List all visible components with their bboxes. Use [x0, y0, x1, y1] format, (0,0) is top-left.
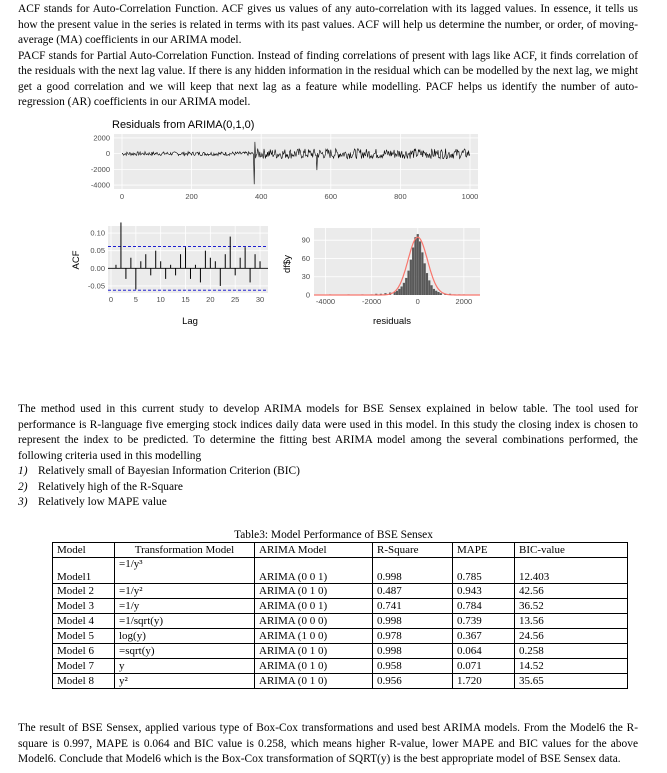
- cell-model: Model 5: [53, 629, 115, 644]
- criteria-text: Relatively low MAPE value: [38, 496, 167, 508]
- cell-arima: ARIMA (0 1 0): [255, 659, 373, 674]
- cell-transformation: =1/y³: [115, 558, 255, 584]
- histogram-bar: [417, 234, 419, 295]
- acf-y-tick: -0.05: [87, 281, 105, 291]
- cell-bic: 12.403: [515, 558, 628, 584]
- cell-transformation: =1/y²: [115, 584, 255, 599]
- table-caption: Table3: Model Performance of BSE Sensex: [234, 529, 433, 541]
- histogram-bar: [440, 293, 442, 295]
- cell-model: Model 6: [53, 644, 115, 659]
- acf-y-label: ACF: [71, 250, 82, 270]
- cell-arima: ARIMA (0 0 1): [255, 599, 373, 614]
- method-paragraph: The method used in this current study to develop ARIMA models for BSE Sensex explained in below table. The tool used for performance is R-language five emerging stock indices daily data were used in this model. In this study the closing index is chosen to represent the index to be predicted. To determine the fitting best ARIMA model among the several combinations performed, the following criteria used in this modelling: [18, 403, 638, 462]
- acf-x-tick: 30: [255, 295, 265, 304]
- criteria-item: [18, 464, 300, 480]
- histogram-bar: [398, 289, 400, 295]
- residual-x-tick: 1000: [461, 192, 479, 201]
- cell-transformation: log(y): [115, 629, 255, 644]
- histogram-y-tick: 90: [301, 235, 310, 245]
- criteria-text: Relatively small of Bayesian Information Criterion (BIC): [38, 465, 300, 477]
- histogram-y-tick: 0: [305, 290, 310, 300]
- table-header-row: [53, 543, 628, 558]
- cell-transformation: y: [115, 659, 255, 674]
- cell-bic: 35.65: [515, 674, 628, 689]
- criteria-item: [18, 480, 300, 496]
- acf-y-tick: 0.00: [90, 263, 105, 273]
- model-performance-table: [52, 542, 628, 689]
- acf-text: ACF stands for Auto-Correlation Function. ACF gives us values of any auto-correlation with its lagged values. In essence, it tells us how the present value in the series is related in terms with its past values. ACF will help us determine the number, or order, of moving-average (MA) coefficients in our ARIMA model.: [18, 3, 638, 46]
- histogram-x-tick: -4000: [315, 297, 336, 306]
- cell-transformation: =1/sqrt(y): [115, 614, 255, 629]
- histogram-bar: [401, 286, 403, 295]
- cell-mape: 0.739: [453, 614, 515, 629]
- acf-x-tick: 15: [181, 295, 190, 304]
- histogram-plot: [282, 228, 480, 327]
- histogram-y-tick: 60: [301, 253, 310, 263]
- criteria-list: [18, 464, 300, 511]
- histogram-bar: [407, 271, 409, 295]
- table-row: [53, 644, 628, 659]
- histogram-panel: [314, 228, 480, 295]
- residual-diagnostics-figure: [71, 114, 480, 329]
- cell-arima: ARIMA (0 1 0): [255, 584, 373, 599]
- cell-transformation: y²: [115, 674, 255, 689]
- cell-bic: 14.52: [515, 659, 628, 674]
- acf-y-tick: 0.10: [90, 228, 105, 238]
- table-row: [53, 659, 628, 674]
- cell-arima: ARIMA (1 0 0): [255, 629, 373, 644]
- cell-arima: ARIMA (0 0 1): [255, 558, 373, 584]
- cell-rsquare: 0.487: [373, 584, 453, 599]
- cell-model: Model 2: [53, 584, 115, 599]
- residual-y-tick: -2000: [90, 164, 110, 174]
- cell-model: Model 4: [53, 614, 115, 629]
- histogram-y-tick: 30: [301, 272, 310, 282]
- residual-x-tick: 200: [185, 192, 198, 201]
- cell-bic: 0.258: [515, 644, 628, 659]
- cell-transformation: =1/y: [115, 599, 255, 614]
- residual-panel: [114, 134, 478, 189]
- histogram-bar: [428, 280, 430, 295]
- header-rsquare: R-Square: [373, 543, 453, 558]
- histogram-x-label: residuals: [372, 316, 412, 327]
- acf-paragraph: [18, 2, 638, 111]
- acf-x-tick: 25: [231, 295, 240, 304]
- residual-plot: [91, 133, 479, 201]
- acf-y-tick: 0.05: [90, 246, 105, 256]
- cell-rsquare: 0.958: [373, 659, 453, 674]
- cell-rsquare: 0.978: [373, 629, 453, 644]
- header-arima: ARIMA Model: [255, 543, 373, 558]
- histogram-bar: [424, 263, 426, 295]
- residual-y-tick: 2000: [93, 133, 110, 143]
- histogram-x-tick: -2000: [362, 297, 382, 306]
- histogram-bar: [412, 247, 414, 295]
- header-transformation: Transformation Model: [115, 543, 255, 558]
- acf-x-tick: 0: [108, 295, 114, 304]
- histogram-bar: [410, 260, 412, 295]
- table-row: [53, 629, 628, 644]
- cell-mape: 0.784: [453, 599, 515, 614]
- criteria-number: 3): [18, 496, 28, 508]
- cell-bic: 42.56: [515, 584, 628, 599]
- histogram-x-tick: 0: [415, 297, 420, 306]
- cell-bic: 13.56: [515, 614, 628, 629]
- table-row: [53, 584, 628, 599]
- cell-bic: 24.56: [515, 629, 628, 644]
- acf-plot: [71, 222, 268, 327]
- cell-transformation: =sqrt(y): [115, 644, 255, 659]
- table-row: [53, 599, 628, 614]
- cell-mape: 1.720: [453, 674, 515, 689]
- histogram-bar: [426, 273, 428, 295]
- acf-panel: [108, 226, 268, 293]
- histogram-bar: [430, 285, 432, 295]
- histogram-bar: [419, 241, 421, 295]
- cell-mape: 0.071: [453, 659, 515, 674]
- header-model: Model: [53, 543, 115, 558]
- acf-x-tick: 10: [156, 295, 165, 304]
- criteria-item: [18, 495, 300, 511]
- cell-rsquare: 0.741: [373, 599, 453, 614]
- header-bic: BIC-value: [515, 543, 628, 558]
- residual-x-tick: 800: [394, 192, 407, 201]
- cell-rsquare: 0.998: [373, 644, 453, 659]
- acf-x-label: Lag: [182, 316, 198, 327]
- cell-mape: 0.785: [453, 558, 515, 584]
- histogram-bar: [433, 289, 435, 295]
- table-row: [53, 558, 628, 584]
- cell-mape: 0.064: [453, 644, 515, 659]
- header-mape: MAPE: [453, 543, 515, 558]
- histogram-bar: [396, 291, 398, 295]
- cell-mape: 0.943: [453, 584, 515, 599]
- residual-y-tick: -4000: [90, 180, 110, 190]
- histogram-x-tick: 2000: [455, 297, 473, 306]
- histogram-bar: [414, 237, 416, 295]
- cell-model: Model 3: [53, 599, 115, 614]
- cell-arima: ARIMA (0 1 0): [255, 674, 373, 689]
- table-row: [53, 674, 628, 689]
- cell-rsquare: 0.998: [373, 558, 453, 584]
- histogram-y-label: df$y: [282, 255, 293, 273]
- cell-mape: 0.367: [453, 629, 515, 644]
- histogram-bar: [405, 278, 407, 295]
- residual-x-tick: 0: [119, 192, 125, 201]
- acf-x-tick: 20: [206, 295, 215, 304]
- cell-arima: ARIMA (0 0 0): [255, 614, 373, 629]
- result-paragraph: The result of BSE Sensex, applied various type of Box-Cox transformations and used best ARIMA models. From the Model6 the R-square is 0.997, MAPE is 0.064 and BIC value is 0.258, which means higher R-value, lower MAPE and BIC values for the above Model6. Conclude that Model6 which is the Box-Cox transformation of SQRT(y) is the best appropriate model of BSE Sensex data.: [18, 722, 638, 765]
- criteria-text: Relatively high of the R-Square: [38, 480, 183, 493]
- cell-model: Model1: [53, 558, 115, 584]
- pacf-text: PACF stands for Partial Auto-Correlation Function. Instead of finding correlations of present with lags like ACF, it finds correlation of the residuals with the next lag value. If there is any hidden information in the residual which can be modelled by the next lag, we might get a good correlation and we will keep that next lag as a feature while modelling. PACF helps us identify the number of auto-regression (AR) coefficients in our ARIMA model.: [18, 49, 638, 108]
- residual-x-tick: 600: [324, 192, 338, 201]
- cell-rsquare: 0.998: [373, 614, 453, 629]
- histogram-bar: [421, 252, 423, 295]
- histogram-bar: [403, 283, 405, 295]
- residual-y-tick: 0: [105, 149, 110, 159]
- criteria-number: 2): [18, 480, 28, 493]
- cell-rsquare: 0.956: [373, 674, 453, 689]
- cell-bic: 36.52: [515, 599, 628, 614]
- acf-x-tick: 5: [133, 295, 138, 304]
- histogram-bar: [437, 292, 439, 295]
- criteria-number: 1): [18, 465, 28, 477]
- figure-title: Residuals from ARIMA(0,1,0): [112, 119, 255, 131]
- cell-arima: ARIMA (0 1 0): [255, 644, 373, 659]
- table-row: [53, 614, 628, 629]
- histogram-bar: [435, 291, 437, 295]
- residual-x-tick: 400: [254, 192, 268, 201]
- cell-model: Model 8: [53, 674, 115, 689]
- cell-model: Model 7: [53, 659, 115, 674]
